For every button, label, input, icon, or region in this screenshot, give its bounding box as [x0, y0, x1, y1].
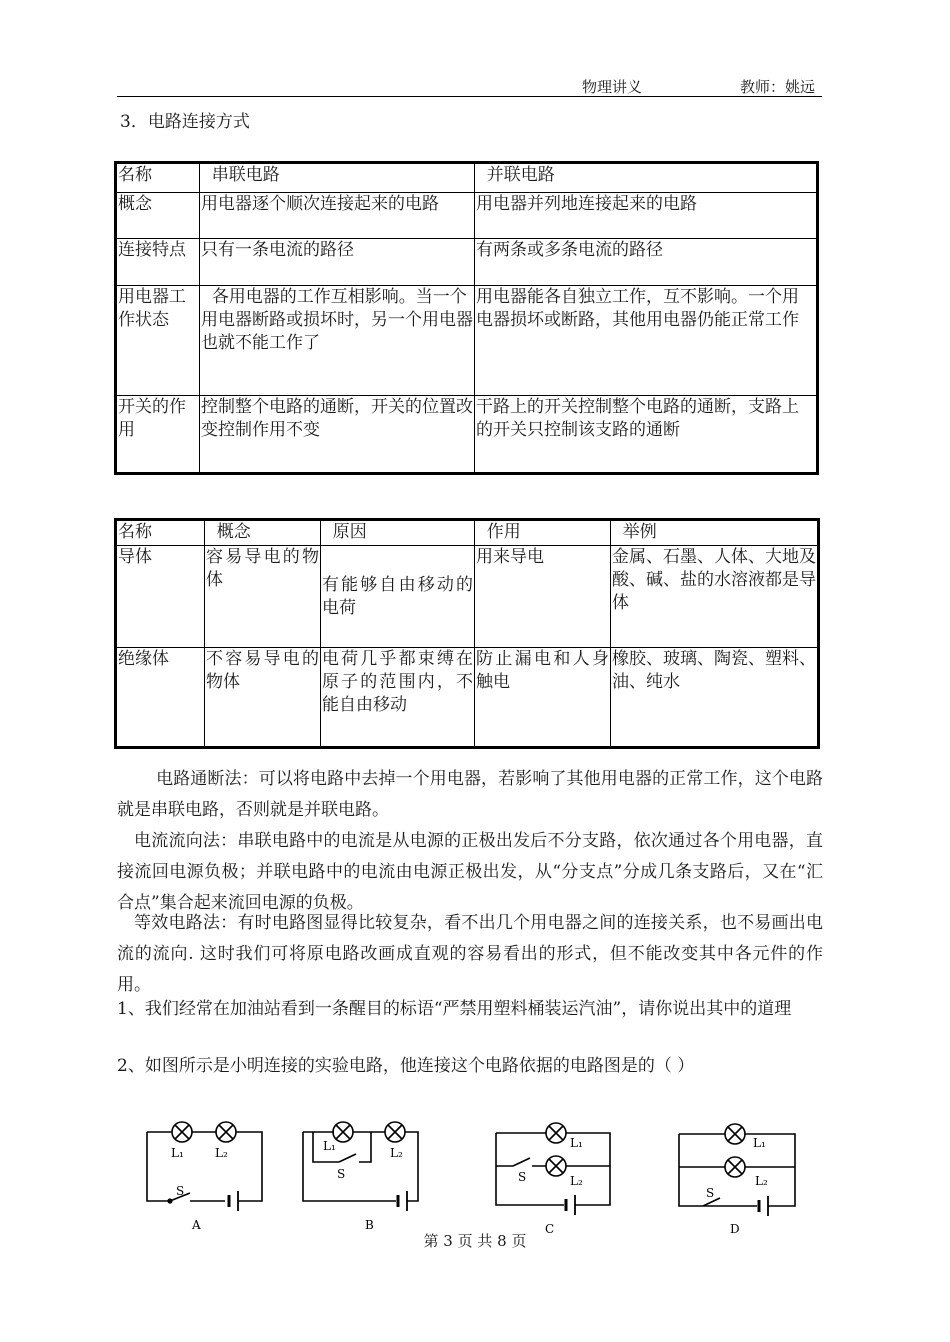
question-2: 2、如图所示是小明连接的实验电路，他连接这个电路依据的电路图是的（ ） — [117, 1056, 695, 1076]
table-cell: 金属、石墨、人体、大地及酸、碱、盐的水溶液都是导体 — [611, 546, 819, 648]
question-1: 1、我们经常在加油站看到一条醒目的标语“严禁用塑料桶装运汽油”，请你说出其中的道理 — [117, 999, 792, 1019]
option-label-c: C — [545, 1222, 555, 1235]
table-header-row — [116, 520, 819, 546]
option-label-d: D — [730, 1222, 740, 1235]
circuit-comparison-table — [114, 161, 819, 475]
battery-icon — [398, 1191, 407, 1211]
label-l2: L₂ — [755, 1174, 768, 1188]
circuit-d — [679, 1124, 795, 1216]
header-rule — [117, 96, 822, 97]
lamp-icon — [333, 1122, 353, 1142]
table-cell: 导体 — [116, 546, 205, 648]
table-cell: 只有一条电流的路径 — [200, 239, 475, 286]
table-header-cell: 概念 — [205, 520, 321, 546]
circuit-b — [303, 1122, 418, 1211]
table-header-cell: 作用 — [475, 520, 611, 546]
table-row — [116, 648, 819, 748]
table-cell: 干路上的开关控制整个电路的通断，支路上的开关只控制该支路的通断 — [475, 396, 818, 474]
conductor-insulator-table — [114, 518, 820, 749]
circuit-a — [147, 1122, 262, 1211]
table-row — [116, 193, 818, 239]
label-l2: L₂ — [390, 1146, 403, 1160]
table-cell: 连接特点 — [116, 239, 200, 286]
lamp-icon — [172, 1122, 192, 1142]
table-row — [116, 286, 818, 396]
lamp-icon — [546, 1123, 566, 1143]
label-l1: L₁ — [570, 1136, 583, 1150]
table-cell: 控制整个电路的通断，开关的位置改变控制作用不变 — [200, 396, 475, 474]
lamp-icon — [725, 1124, 745, 1144]
table-row — [116, 546, 819, 648]
label-l1: L₁ — [323, 1139, 336, 1153]
table-header-cell: 名称 — [116, 520, 205, 546]
table-header-cell: 并联电路 — [475, 163, 818, 193]
table-cell: 用来导电 — [475, 546, 611, 648]
battery-icon — [759, 1196, 768, 1216]
table-header-row — [116, 163, 818, 193]
label-l1: L₁ — [753, 1136, 766, 1150]
table-header-cell: 名称 — [116, 163, 200, 193]
table-cell: 用电器工作状态 — [116, 286, 200, 396]
table-header-cell: 串联电路 — [200, 163, 475, 193]
lamp-icon — [546, 1156, 566, 1176]
label-s: S — [518, 1170, 527, 1184]
table-cell: 橡胶、玻璃、陶瓷、塑料、油、纯水 — [611, 648, 819, 748]
label-s: S — [337, 1167, 346, 1181]
table-cell: 电荷几乎都束缚在原子的范围内，不能自由移动 — [321, 648, 475, 748]
lamp-icon — [216, 1122, 236, 1142]
label-l2: L₂ — [570, 1174, 583, 1188]
page-footer: 第 3 页 共 8 页 — [423, 1232, 527, 1250]
option-label-b: B — [365, 1218, 374, 1232]
table-cell: 用电器逐个顺次连接起来的电路 — [200, 193, 475, 239]
lamp-icon — [385, 1122, 405, 1142]
section-title: 3．电路连接方式 — [120, 112, 250, 132]
header-course: 物理讲义 — [582, 78, 643, 96]
table-cell: 开关的作用 — [116, 396, 200, 474]
table-cell: 概念 — [116, 193, 200, 239]
label-l1: L₁ — [171, 1146, 184, 1160]
table-cell: 不容易导电的物体 — [205, 648, 321, 748]
table-row — [116, 396, 818, 474]
table-cell: 用电器能各自独立工作，互不影响。一个用电器损坏或断路，其他用电器仍能正常工作 — [475, 286, 818, 396]
paragraph-break-method: 电路通断法：可以将电路中去掉一个用电器，若影响了其他用电器的正常工作，这个电路就是串联电路，否则就是并联电路。 — [117, 769, 823, 820]
table-cell: 各用电器的工作互相影响。当一个用电器断路或损坏时，另一个用电器也就不能工作了 — [200, 286, 475, 396]
table-cell: 有两条或多条电流的路径 — [475, 239, 818, 286]
paragraph-equivalent-circuit-method: 等效电路法：有时电路图显得比较复杂，看不出几个用电器之间的连接关系，也不易画出电流的流向. 这时我们可将原电路改画成直观的容易看出的形式，但不能改变其中各元件的作用。 — [117, 913, 823, 995]
table-cell: 用电器并列地连接起来的电路 — [475, 193, 818, 239]
table-header-cell: 举例 — [611, 520, 819, 546]
header-teacher: 教师：姚远 — [740, 78, 816, 96]
paragraph-current-flow-method: 电流流向法：串联电路中的电流是从电源的正极出发后不分支路，依次通过各个用电器，直接流回电源负极；并联电路中的电流由电源正极出发，从“分支点”分成几条支路后，又在“汇合点”集合起来流回电源的负极。 — [117, 831, 823, 913]
table-row — [116, 239, 818, 286]
circuit-options-figure — [0, 1105, 950, 1235]
label-l2: L₂ — [215, 1146, 228, 1160]
label-s: S — [176, 1184, 185, 1198]
battery-icon — [566, 1195, 575, 1215]
table-cell: 绝缘体 — [116, 648, 205, 748]
table-cell: 容易导电的物体 — [205, 546, 321, 648]
battery-icon — [229, 1191, 238, 1211]
option-label-a: A — [192, 1218, 201, 1232]
table-cell: 有能够自由移动的电荷 — [321, 546, 475, 648]
table-header-cell: 原因 — [321, 520, 475, 546]
label-s: S — [706, 1186, 715, 1200]
lamp-icon — [725, 1157, 745, 1177]
table-cell: 防止漏电和人身触电 — [475, 648, 611, 748]
circuit-c — [496, 1123, 610, 1215]
